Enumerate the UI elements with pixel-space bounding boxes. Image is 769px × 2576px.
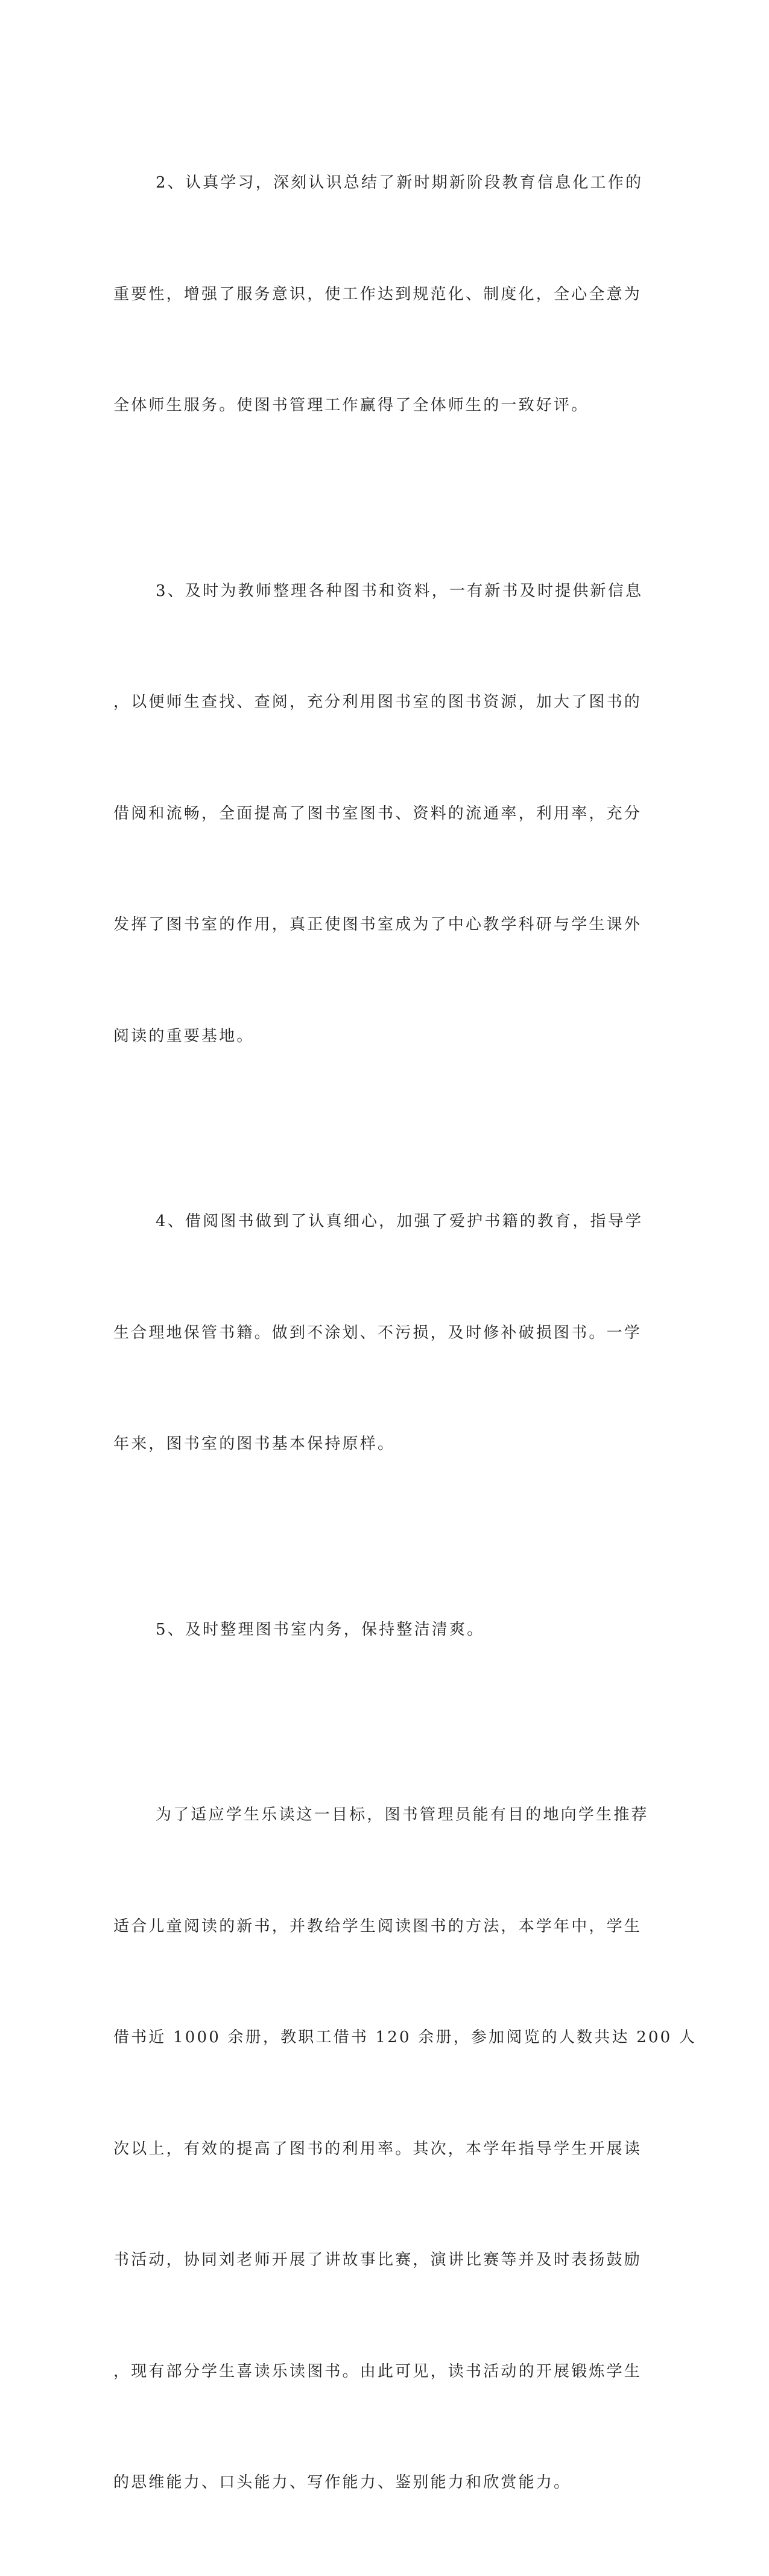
- text-line: 年来，图书室的图书基本保持原样。: [113, 1435, 396, 1453]
- text-line: 借书近 1000 余册，教职工借书 120 余册，参加阅览的人数共达 200 人: [113, 2028, 697, 2046]
- paragraph-item-2: [113, 90, 644, 499]
- text-line: ，现有部分学生喜读乐读图书。由此可见，读书活动的开展锻炼学生: [113, 2362, 642, 2381]
- paragraph-item-3: [113, 499, 644, 1130]
- text-line: 借阅和流畅，全面提高了图书室图书、资料的流通率，利用率，充分: [113, 804, 642, 823]
- text-line: 4、借阅图书做到了认真细心，加强了爱护书籍的教育，指导学: [156, 1212, 644, 1230]
- paragraph-summary: [113, 1723, 697, 2576]
- paragraph-item-5: [113, 1537, 644, 1723]
- text-line: 5、及时整理图书室内务，保持整洁清爽。: [156, 1620, 485, 1639]
- text-line: 为了适应学生乐读这一目标，图书管理员能有目的地向学生推荐: [156, 1806, 649, 1824]
- text-line: 重要性，增强了服务意识，使工作达到规范化、制度化，全心全意为: [113, 285, 642, 303]
- text-line: ，以便师生查找、查阅，充分利用图书室的图书资源，加大了图书的: [113, 693, 642, 711]
- text-line: 适合儿童阅读的新书，并教给学生阅读图书的方法，本学年中，学生: [113, 1917, 642, 1935]
- paragraph-item-4: [113, 1129, 644, 1537]
- text-line: 3、及时为教师整理各种图书和资料，一有新书及时提供新信息: [156, 581, 644, 600]
- text-line: 发挥了图书室的作用，真正使图书室成为了中心教学科研与学生课外: [113, 916, 642, 934]
- text-line: 次以上，有效的提高了图书的利用率。其次，本学年指导学生开展读: [113, 2139, 642, 2158]
- text-line: 阅读的重要基地。: [113, 1027, 255, 1045]
- text-line: 2、认真学习，深刻认识总结了新时期新阶段教育信息化工作的: [156, 174, 644, 192]
- document-page: [113, 90, 697, 2576]
- text-line: 全体师生服务。使图书管理工作赢得了全体师生的一致好评。: [113, 396, 589, 414]
- text-line: 书活动，协同刘老师开展了讲故事比赛，演讲比赛等并及时表扬鼓励: [113, 2251, 642, 2269]
- text-line: 的思维能力、口头能力、写作能力、鉴别能力和欣赏能力。: [113, 2473, 572, 2492]
- text-line: 生合理地保管书籍。做到不涂划、不污损，及时修补破损图书。一学: [113, 1323, 642, 1342]
